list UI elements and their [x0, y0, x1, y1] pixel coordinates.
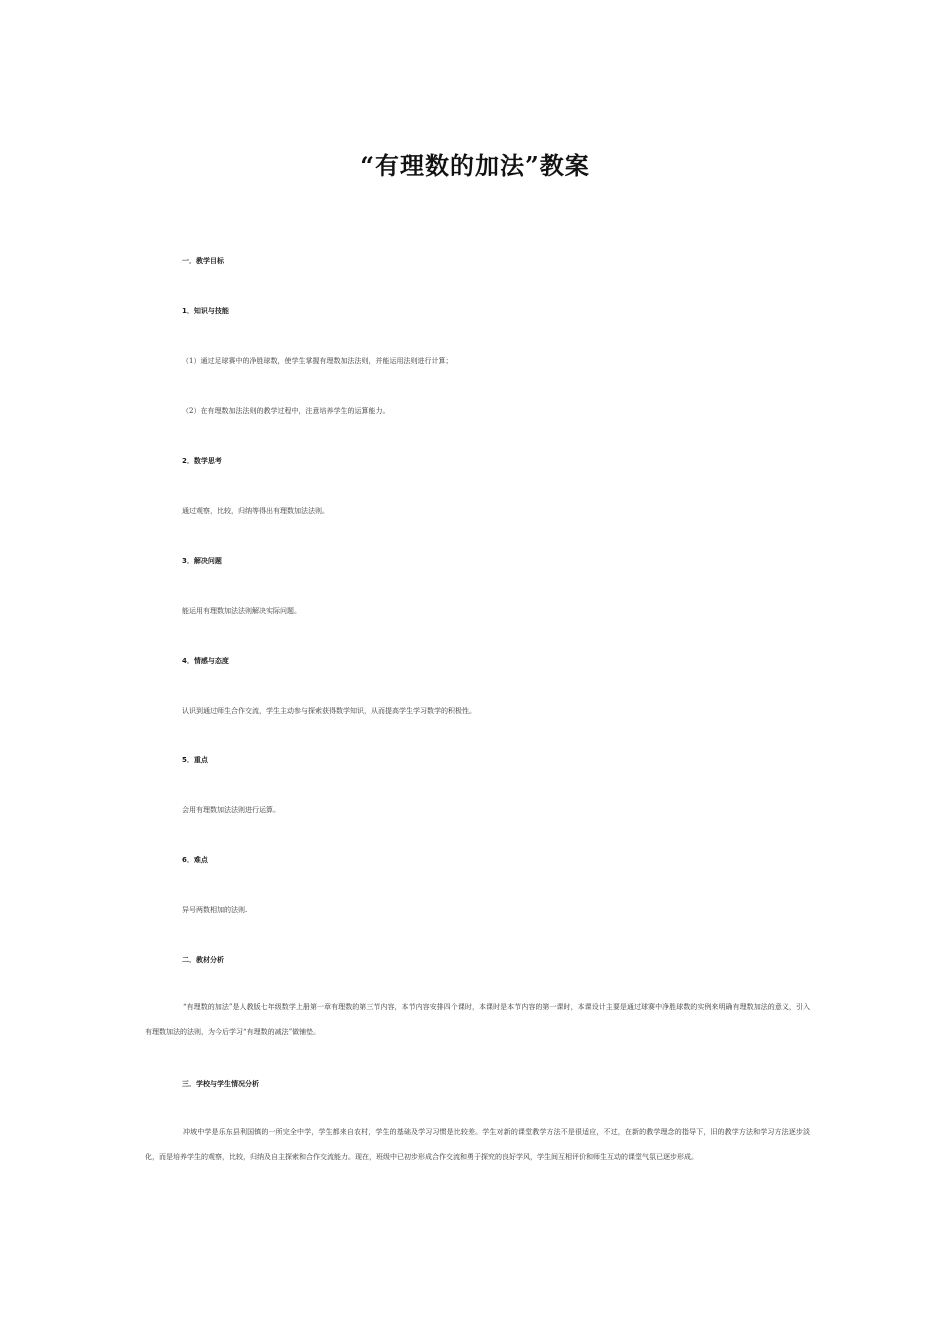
subheading-knowledge-skills: 1．知识与技能	[182, 307, 229, 315]
knowledge-item-2: （2）在有理数加法法则的教学过程中，注意培养学生的运算能力。	[182, 407, 390, 415]
school-student-paragraph: 冲坡中学是乐东县利国镇的一所完全中学，学生都来自农村，学生的基础及学习习惯是比较差。学生对新的课堂教学方法不是很适应，不过，在新的教学理念的指导下，旧的教学方法和学习方法逐步淡化，而是培养学生的观察，比较，归纳及自主探索和合作交流能力。现在，班级中已初步形成合作交流和勇于探究的良好学风，学生间互相评价和师生互动的课堂气氛已逐步形成。	[145, 1128, 810, 1161]
section-heading-material-analysis: 二．教材分析	[182, 956, 224, 964]
subheading-difficulty: 6．难点	[182, 856, 208, 864]
math-thinking-text: 通过观察，比较，归纳等得出有理数加法法则。	[182, 507, 329, 515]
subheading-key-point: 5．重点	[182, 756, 208, 764]
section-heading-goals: 一．教学目标	[182, 257, 224, 265]
subheading-emotion-attitude: 4．情感与态度	[182, 657, 229, 665]
problem-solving-text: 能运用有理数加法法则解决实际问题。	[182, 607, 301, 615]
document-title: “有理数的加法”教案	[360, 151, 590, 180]
subheading-math-thinking: 2．数学思考	[182, 457, 222, 465]
difficulty-text: 异号两数相加的法则.	[182, 906, 248, 914]
emotion-attitude-text: 认识到通过师生合作交流，学生主动参与探索获得数学知识，从而提高学生学习数学的积极性。	[182, 707, 476, 715]
subheading-problem-solving: 3．解决问题	[182, 557, 222, 565]
section-heading-school-student-analysis: 三．学校与学生情况分析	[182, 1080, 259, 1088]
material-analysis-paragraph: “有理数的加法”是人教版七年级数学上册第一章有理数的第三节内容，本节内容安排四个课时，本课时是本节内容的第一课时，本课设计主要是通过球赛中净胜球数的实例来明确有理数加法的意义，引入有理数加法的法则，为今后学习“有理数的减法”做铺垫。	[145, 1003, 810, 1036]
knowledge-item-1: （1）通过足球赛中的净胜球数，使学生掌握有理数加法法则，并能运用法则进行计算；	[182, 357, 453, 365]
key-point-text: 会用有理数加法法则进行运算。	[182, 806, 280, 814]
